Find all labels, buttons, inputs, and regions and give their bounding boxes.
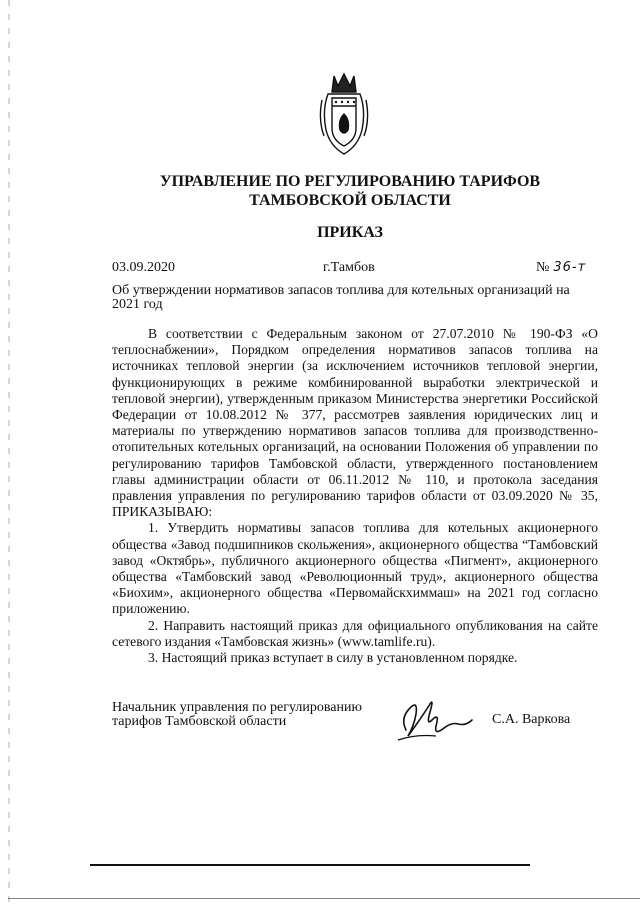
item-3-paragraph: 3. Настоящий приказ вступает в силу в установленном порядке. [148, 650, 518, 666]
preamble-paragraph: В соответствии с Федеральным законом от 27.07.2010 № 190-ФЗ «О теплоснабжении», Порядком определения нормативов запасов топлива на источниках тепловой энергии (за исключением источников тепловой энергии, функционирующих в режиме комбинированной выработки электрической и тепловой энергии), утвержденным приказом Министерства энергетики Российской Федерации от 10.08.2012 № 377, рассмотрев заявления юридических лиц и материалы по утверждению нормативов запасов топлива для производственно-отопительных котельных организаций, на основании Положения об управлении по регулированию тарифов Тамбовской области, утвержденного постановлением главы администрации области от 06.11.2012 № 110, и протокола заседания правления управления по регулированию тарифов области от 03.09.2020 № 35, ПРИКАЗЫВАЮ: [112, 326, 598, 520]
order-city: г.Тамбов [323, 260, 375, 275]
order-body [112, 326, 598, 666]
subject-line-2: 2021 год [112, 297, 163, 312]
number-sign: № [536, 260, 550, 275]
order-date: 03.09.2020 [112, 260, 175, 275]
footer-rule [90, 864, 530, 866]
scan-bottom-edge [8, 898, 640, 899]
subject-line-1: Об утверждении нормативов запасов топлива для котельных организаций на [112, 283, 570, 298]
position-line-2: тарифов Тамбовской области [112, 714, 287, 729]
organization-name [100, 172, 600, 210]
handwritten-signature [396, 690, 476, 744]
org-line-1: УПРАВЛЕНИЕ ПО РЕГУЛИРОВАНИЮ ТАРИФОВ [159, 173, 541, 190]
scan-edge [8, 0, 10, 905]
coat-of-arms-emblem [316, 70, 372, 160]
position-line-1: Начальник управления по регулированию [112, 700, 362, 715]
document-title: ПРИКАЗ [317, 224, 383, 241]
item-1-paragraph: 1. Утвердить нормативы запасов топлива для котельных акционерного общества «Завод подшипников скольжения», акционерного общества “Тамбовский завод «Октябрь», публичного акционерного общества «Пигмент», акционерного общества «Тамбовский завод «Революционный труд», акционерного общества «Биохим», акционерного общества «Первомайскхиммаш» на 2021 год согласно приложению. [112, 520, 598, 617]
item-2-paragraph: 2. Направить настоящий приказ для официального опубликования на сайте сетевого издания «Тамбовская жизнь» (www.tamlife.ru). [112, 617, 598, 649]
org-line-2: ТАМБОВСКОЙ ОБЛАСТИ [249, 192, 451, 209]
signatory-position [112, 701, 362, 729]
order-number [536, 260, 586, 276]
handwritten-number: 36-т [553, 260, 587, 275]
order-subject [112, 284, 600, 312]
signatory-name: С.А. Варкова [492, 712, 571, 727]
